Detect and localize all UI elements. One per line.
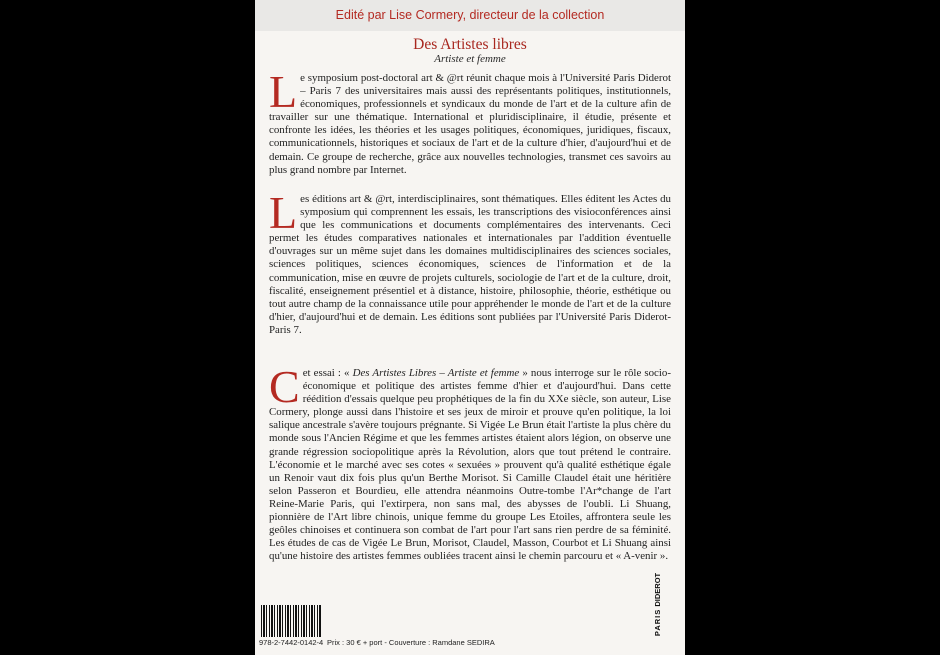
- barcode: [261, 605, 321, 637]
- editor-banner: [255, 0, 685, 31]
- back-cover-page: [255, 0, 685, 655]
- drop-cap: C: [269, 361, 300, 412]
- paragraph-editions: [269, 187, 671, 337]
- paragraph-symposium: [269, 66, 671, 177]
- drop-cap: L: [269, 187, 298, 238]
- logo-diderot: DIDEROT: [653, 572, 663, 607]
- book-title: Des Artistes libres: [413, 36, 527, 53]
- isbn-number: 978-2-7442-0142-4: [259, 638, 324, 647]
- price-and-cover-credit: Prix : 30 € + port - Couverture : Ramdane SEDIRA: [327, 638, 495, 647]
- paragraph-essay: [269, 361, 671, 563]
- logo-paris: PARIS: [653, 608, 663, 637]
- paris-diderot-logo: [636, 572, 663, 637]
- paragraph-text: et essai : «: [302, 367, 353, 379]
- paragraph-text: e symposium post-doctoral art & @rt réunit chaque mois à l'Université Paris Diderot – Paris 7 des universitaires mais aussi des représentants politiques, institutionnels, économiques, professionnels et syndicaux du monde de l'art et de la culture afin de travailler sur une thématique. International et pluridisciplinaire, il étudie, présente et confronte les idées, les théories et les usages politiques, économiques, juridiques, fiscaux, communicationnels, historiques et sociaux de l'art et de la culture d'hier, d'aujourd'hui et de demain. Ce groupe de recherche, grâce aux nouvelles technologies, transmet ces savoirs au plus grand nombre par Internet.: [269, 72, 671, 176]
- editor-credit: Edité par Lise Cormery, directeur de la collection: [335, 8, 605, 22]
- paragraph-text: es éditions art & @rt, interdisciplinaires, sont thématiques. Elles éditent les Actes du symposium qui comprennent les essais, les transcriptions des visioconférences ainsi que les communications et documents complémentaires des intervenants. Ceci permet les études comparatives nationales et internationales par l'addition éventuelle d'ouvrages sur un même sujet dans les domaines multidisciplinaires des sciences sociales, sciences politiques, sciences économiques, sciences de l'information et de la communication, mise en œuvre de projets culturels, sociologie de l'art et de la culture, droit, fiscalité, enseignement présentiel et à distance, histoire, philosophie, théorie, esthétique ou tout autre champ de la connaissance utile pour appréhender le monde de l'art et de la culture d'hier, d'aujourd'hui et de demain. Les éditions sont publiées par l'Université Paris Diderot-Paris 7.: [269, 193, 671, 336]
- book-subtitle: Artiste et femme: [434, 53, 506, 65]
- paragraph-text: » nous interroge sur le rôle socio-économique et politique des artistes femme d'hier et d'aujourd'hui. Dans cette réédition d'essais quelque peu prophétiques de la fin du XXe siècle, son auteur, Lise Cormery, plonge aussi dans l'histoire et ses jeux de miroir et prouve qu'en politique, la loi salique ancestrale s'avère toujours prégnante. Si Vigée Le Brun était l'artiste la plus chère du monde sous l'Ancien Régime et que les femmes artistes étaient alors légion, on observe une grande régression sociopolitique après la Révolution, alors que tout prétend le contraire. L'économie et le marché avec ses cotes « sexuées » prouvent qu'à qualité esthétique égale un Renoir vaut dix fois plus qu'un Berthe Morisot. Si Camille Claudel était une héritière selon Passeron et Bourdieu, elle attendra néanmoins Outre-tombe l'Ar*change de l'art Reine-Marie Paris, qui l'extirpera, non sans mal, des abysses de l'oubli. Li Shuang, pionnière de l'Art libre chinois, unique femme du groupe Les Etoiles, affrontera seule les geôles chinoises et continuera son combat de l'art pour l'art sans rien perdre de sa féminité. Les études de cas de Vigée Le Brun, Morisot, Claudel, Masson, Courbot et Li Shuang ainsi qu'une histoire des artistes femmes oubliées tracent ainsi le chemin parcouru et « A-venir ».: [269, 367, 671, 563]
- logo-wordmark: [653, 573, 662, 636]
- drop-cap: L: [269, 66, 298, 117]
- essay-title-italic: Des Artistes Libres – Artiste et femme: [352, 367, 520, 379]
